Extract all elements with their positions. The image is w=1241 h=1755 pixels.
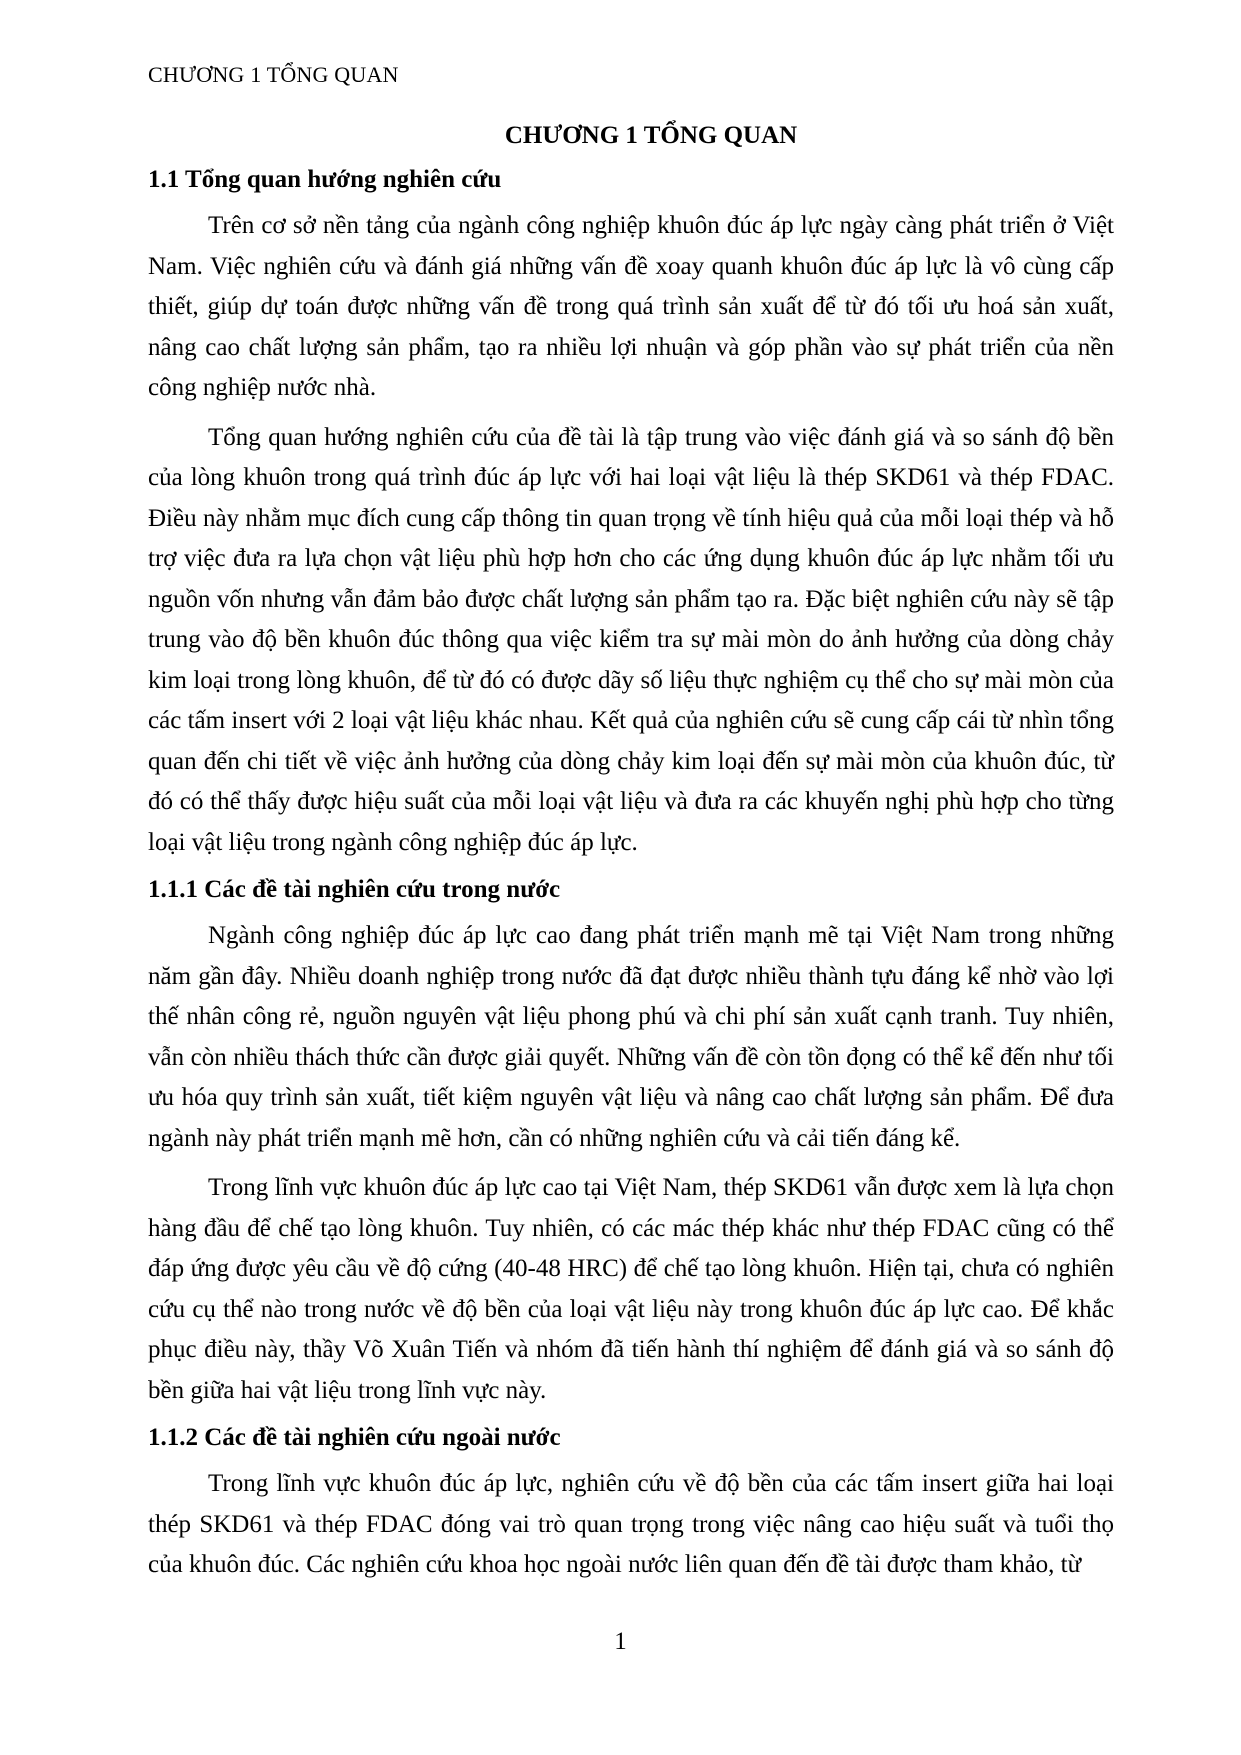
running-header: CHƯƠNG 1 TỔNG QUAN [148, 62, 399, 87]
paragraph: Tổng quan hướng nghiên cứu của đề tài là tập trung vào việc đánh giá và so sánh độ bền của lòng khuôn trong quá trình đúc áp lực với hai loại vật liệu là thép SKD61 và thép FDAC. Điều này nhằm mục đích cung cấp thông tin quan trọng về tính hiệu quả của mỗi loại thép và hỗ trợ việc đưa ra lựa chọn vật liệu phù hợp hơn cho các ứng dụng khuôn đúc áp lực nhằm tối ưu nguồn vốn nhưng vẫn đảm bảo được chất lượng sản phẩm tạo ra. Đặc biệt nghiên cứu này sẽ tập trung vào độ bền khuôn đúc thông qua việc kiểm tra sự mài mòn do ảnh hưởng của dòng chảy kim loại trong lòng khuôn, để từ đó có được dãy số liệu thực nghiệm cụ thể cho sự mài mòn của các tấm insert với 2 loại vật liệu khác nhau. Kết quả của nghiên cứu sẽ cung cấp cái từ nhìn tổng quan đến chi tiết về việc ảnh hưởng của dòng chảy kim loại đến sự mài mòn của khuôn đúc, từ đó có thể thấy được hiệu suất của mỗi loại vật liệu và đưa ra các khuyến nghị phù hợp cho từng loại vật liệu trong ngành công nghiệp đúc áp lực. [148, 423, 1114, 856]
chapter-title: CHƯƠNG 1 TỔNG QUAN [504, 122, 798, 149]
section-heading-1-1: 1.1 Tổng quan hướng nghiên cứu [148, 166, 502, 193]
paragraph: Trên cơ sở nền tảng của ngành công nghiệp khuôn đúc áp lực ngày càng phát triển ở Việt Nam. Việc nghiên cứu và đánh giá những vấn đề xoay quanh khuôn đúc áp lực là vô cùng cấp thiết, giúp dự toán được những vấn đề trong quá trình sản xuất để từ đó tối ưu hoá sản xuất, nâng cao chất lượng sản phẩm, tạo ra nhiều lợi nhuận và góp phần vào sự phát triển của nền công nghiệp nước nhà. [148, 212, 1114, 401]
section-heading-1-1-1: 1.1.1 Các đề tài nghiên cứu trong nước [148, 876, 561, 903]
document-body [148, 118, 1114, 1595]
paragraph: Trong lĩnh vực khuôn đúc áp lực cao tại Việt Nam, thép SKD61 vẫn được xem là lựa chọn hàng đầu để chế tạo lòng khuôn. Tuy nhiên, có các mác thép khác như thép FDAC cũng có thể đáp ứng được yêu cầu về độ cứng (40-48 HRC) để chế tạo lòng khuôn. Hiện tại, chưa có nghiên cứu cụ thể nào trong nước về độ bền của loại vật liệu này trong khuôn đúc áp lực cao. Để khắc phục điều này, thầy Võ Xuân Tiến và nhóm đã tiến hành thí nghiệm để đánh giá và so sánh độ bền giữa hai vật liệu trong lĩnh vực này. [148, 1174, 1114, 1404]
section-heading-1-1-2: 1.1.2 Các đề tài nghiên cứu ngoài nước [148, 1424, 561, 1451]
page-number: 1 [614, 1628, 627, 1655]
paragraph: Ngành công nghiệp đúc áp lực cao đang phát triển mạnh mẽ tại Việt Nam trong những năm gần đây. Nhiều doanh nghiệp trong nước đã đạt được nhiều thành tựu đáng kể nhờ vào lợi thế nhân công rẻ, nguồn nguyên vật liệu phong phú và chi phí sản xuất cạnh tranh. Tuy nhiên, vẫn còn nhiều thách thức cần được giải quyết. Những vấn đề còn tồn đọng có thể kể đến như tối ưu hóa quy trình sản xuất, tiết kiệm nguyên vật liệu và nâng cao chất lượng sản phẩm. Để đưa ngành này phát triển mạnh mẽ hơn, cần có những nghiên cứu và cải tiến đáng kể. [148, 922, 1114, 1152]
paragraph: Trong lĩnh vực khuôn đúc áp lực, nghiên cứu về độ bền của các tấm insert giữa hai loại thép SKD61 và thép FDAC đóng vai trò quan trọng trong việc nâng cao hiệu suất và tuổi thọ của khuôn đúc. Các nghiên cứu khoa học ngoài nước liên quan đến đề tài được tham khảo, từ [148, 1470, 1114, 1578]
